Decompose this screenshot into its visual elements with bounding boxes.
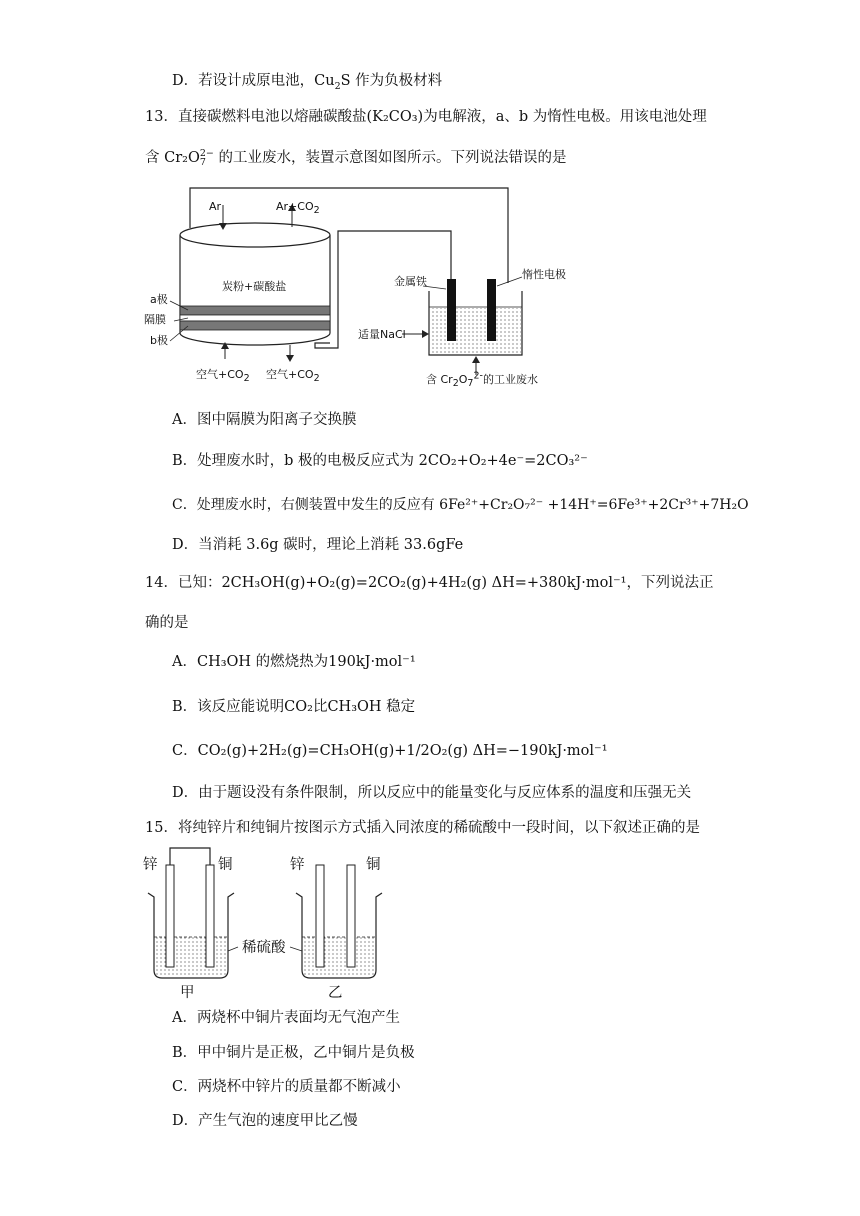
- air-out-label: 空气$+CO_2$: [266, 368, 320, 385]
- q15-option-a: A．两烧杯中铜片表面均无气泡产生: [172, 1010, 400, 1026]
- q13-option-a: A．图中隔膜为阳离子交换膜: [172, 412, 357, 428]
- q13-stem-line2: 含 Cr₂O 2− 7 的工业废水，装置示意图如图所示。下列说法错误的是: [145, 148, 567, 168]
- q13-option-b: B．处理废水时，b 极的电极反应式为 2CO₂+O₂+4e⁻=2CO₃²⁻: [172, 453, 588, 469]
- beaker-jia-label: 甲: [180, 985, 195, 1001]
- inert-electrode-label: 惰性电极: [522, 268, 566, 281]
- air-in-label: 空气$+CO_2$: [196, 368, 250, 385]
- q15-option-b: B．甲中铜片是正极，乙中铜片是负极: [172, 1045, 415, 1061]
- q15-figure: [140, 845, 430, 1005]
- acid-label: 稀硫酸: [242, 940, 286, 956]
- beaker-yi-label: 乙: [328, 985, 343, 1001]
- q13-figure: [140, 183, 580, 393]
- iron-label: 金属铁: [394, 275, 427, 288]
- q13-stem-line1: 13．直接碳燃料电池以熔融碳酸盐(K₂CO₃)为电解液，a、b 为惰性电极。用该电池处理: [145, 109, 707, 125]
- q14-option-d: D．由于题设没有条件限制，所以反应中的能量变化与反应体系的温度和压强无关: [172, 785, 692, 801]
- q15-option-d: D．产生气泡的速度甲比乙慢: [172, 1113, 358, 1129]
- a-pole-label: a极: [150, 293, 168, 306]
- q15-stem: 15．将纯锌片和纯铜片按图示方式插入同浓度的稀硫酸中一段时间，以下叙述正确的是: [145, 820, 700, 836]
- q14-option-b: B．该反应能说明CO₂比CH₃OH 稳定: [172, 699, 416, 715]
- q13-option-d: D．当消耗 3.6g 碳时，理论上消耗 33.6gFe: [172, 537, 464, 553]
- b-pole-label: b极: [150, 334, 168, 347]
- ar-co2-out-label: $Ar+CO_2$: [276, 200, 320, 217]
- q14-stem-line2: 确的是: [145, 615, 189, 631]
- zn-label-jia: 锌: [143, 857, 158, 873]
- cu-label-jia: 铜: [218, 857, 233, 873]
- ar-in-label: Ar: [209, 200, 222, 213]
- nacl-label: 适量NaCl: [358, 328, 406, 341]
- q12-option-d: D．若设计成原电池，$Cu_2S$ 作为负极材料: [172, 73, 443, 92]
- q15-option-c: C．两烧杯中锌片的质量都不断减小: [172, 1079, 401, 1095]
- q14-option-c: C．CO₂(g)+2H₂(g)=CH₃OH(g)+1/2O₂(g) ΔH=−190kJ·mol⁻¹: [172, 743, 608, 759]
- cu-label-yi: 铜: [366, 857, 381, 873]
- fuel-label: 炭粉+碳酸盐: [222, 280, 287, 293]
- waste-water-label: 含 $Cr_2O_7^{2-}$的工业废水: [426, 370, 538, 390]
- zn-label-yi: 锌: [290, 857, 305, 873]
- membrane-label: 隔膜: [144, 313, 166, 326]
- q13-option-c: C．处理废水时，右侧装置中发生的反应有 6Fe²⁺+Cr₂O₇²⁻ +14H⁺=6Fe³⁺+2Cr³⁺+7H₂O: [172, 497, 749, 513]
- q14-stem-line1: 14．已知：2CH₃OH(g)+O₂(g)=2CO₂(g)+4H₂(g) ΔH=+380kJ·mol⁻¹，下列说法正: [145, 575, 714, 591]
- q14-option-a: A．CH₃OH 的燃烧热为190kJ·mol⁻¹: [172, 654, 416, 670]
